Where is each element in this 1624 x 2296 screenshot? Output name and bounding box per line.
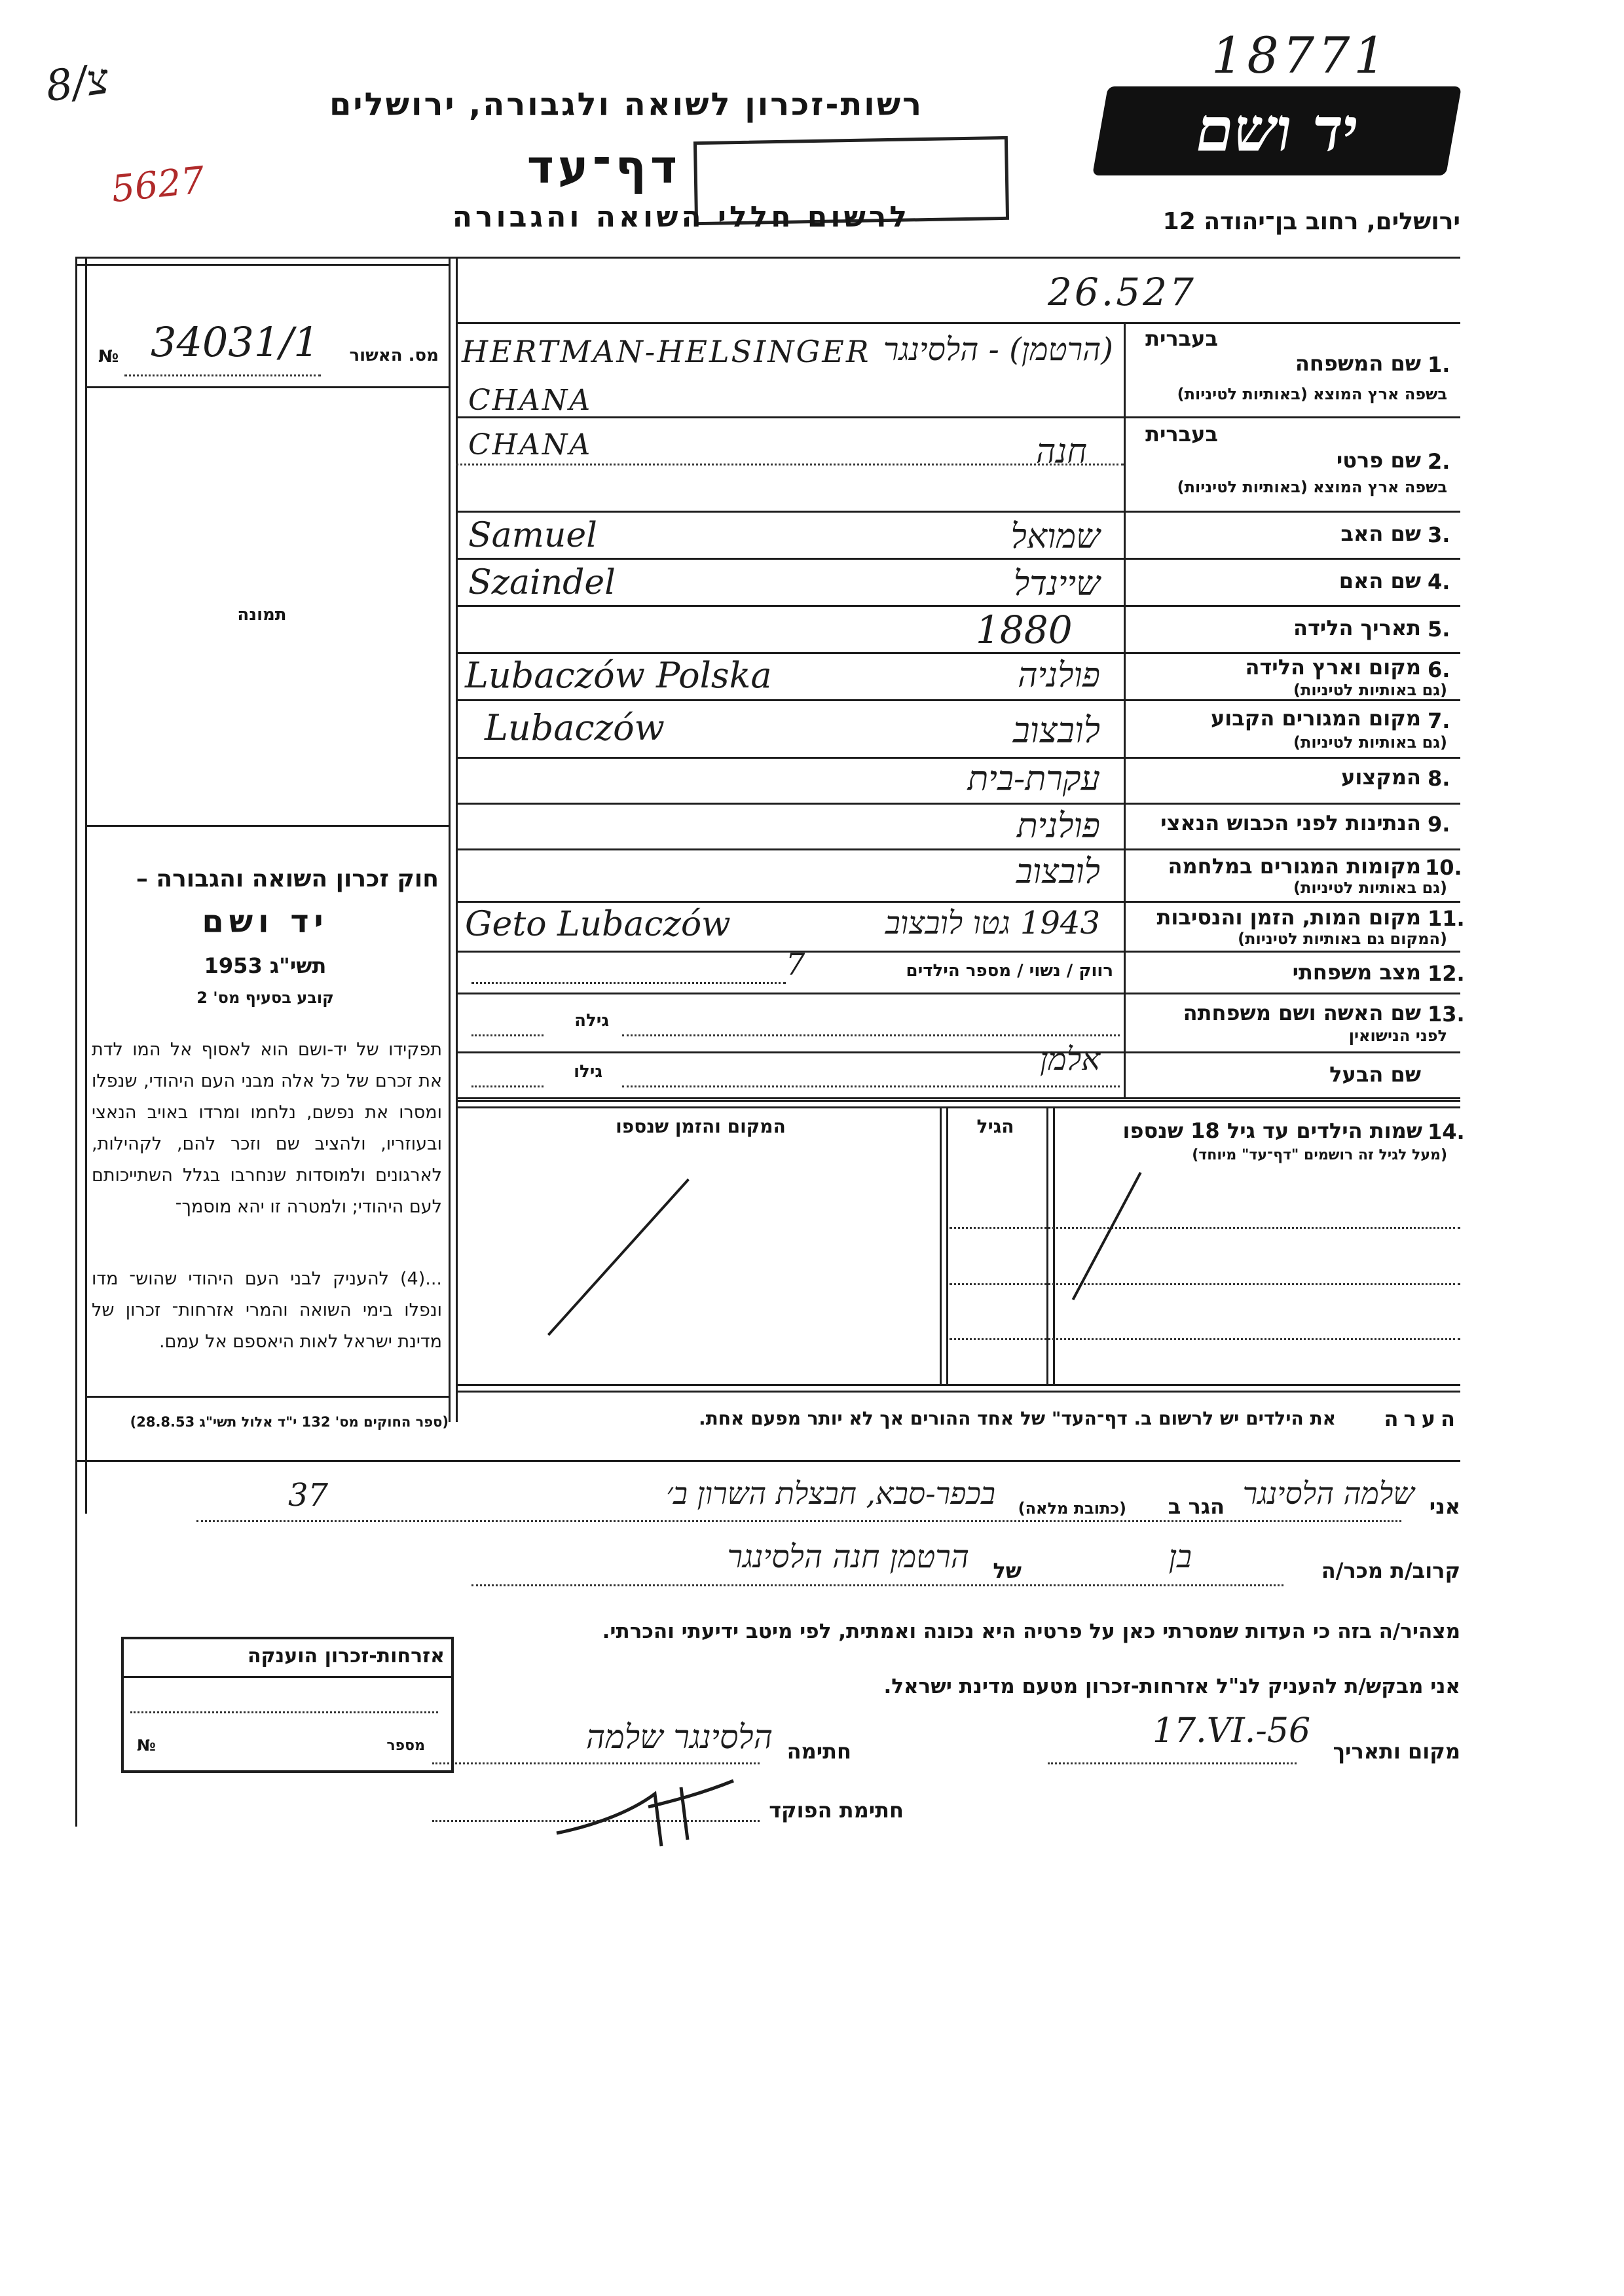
row-sep [456,605,1460,607]
place-date-label: מקום ותאריך [1333,1739,1460,1764]
field-7-hebrew[interactable]: לובצוב [1012,710,1100,751]
photo-label: תמונה [237,605,287,625]
row-sep [456,993,1460,994]
row-sep [456,322,1460,324]
of-label: של [993,1558,1022,1583]
law-ref-line [85,1396,449,1398]
children-num: 14. [1428,1120,1465,1144]
declarant-house[interactable]: 37 [288,1477,329,1514]
law-ref: (ספר החוקים מס' 132 י"ד אלול תשי"ג 28.8.53) [130,1414,449,1430]
certify-text: מצהיר/ה בזה כי העדות שמסרתי כאן על פרטיה היא נכונה ואמתית, לפי מיטב ידיעתי והכרתי. [602,1620,1460,1643]
declaration-dots [196,1520,1401,1522]
red-number-annotation: 5627 [109,158,207,211]
field-12-num: 12. [1428,961,1465,986]
frame-divider [449,257,451,1422]
field-13-label: שם האשה ושם משפחתה [1183,1000,1421,1025]
field-1-side: בעברית [1145,326,1218,351]
field-6-sub: (גם באותיות לטיניות) [1293,681,1447,699]
field-2-hebrew[interactable]: חנה [1035,432,1087,471]
field-11-num: 11. [1428,906,1465,931]
field-3-label: שם האב [1340,521,1421,546]
signature-value[interactable]: הלסינגר שלמה [585,1718,773,1756]
note-text: את הילדים יש לרשום ב. דף־העד" של אחד ההורים אך לא יותר מפעם אחת. [699,1408,1336,1429]
field-9-label: הנתינות לפני הכבוש הנאצי [1160,811,1421,835]
children-col-age: הגיל [976,1116,1014,1137]
declarant-address[interactable]: בכפר-סבא, חבצלת השרון ב׳ [666,1476,995,1511]
field-2-latin[interactable]: CHANA [468,428,593,462]
approval-dots [124,374,321,376]
law-body: תפקידו של יד-ושם הוא לאסוף אל המו לדת את זכרם של כל אלה מבני העם היהודי, שנפלו ומסרו את נפשם, נלחמו ומרדו באויב הנאצי ובעוזריו, ולהציב שם וזכר להם, לקהילות, לארגונים ולמוסדות שנחרבו בגלל השתייכותם לעם היהודי; ולמטרה זו יהא מוסמך־ [92,1040,442,1217]
request-text: אני מבקש/ת להעניק לנ"ל אזרחות-זכרון מטעם מדינת ישראל. [883,1675,1460,1698]
declaration-prefix: אני [1429,1494,1460,1519]
field-4-label: שם האם [1338,568,1421,593]
frame-divider-2 [456,257,458,1422]
children-row [950,1283,1460,1285]
children-col-1 [940,1106,942,1384]
field-10-num: 10. [1425,855,1462,880]
field-2-num: 2. [1428,449,1450,474]
husband-status[interactable]: אלמן [1040,1041,1100,1078]
top-left-mark: 8/צ [43,54,112,112]
relation-value[interactable]: בן [1168,1539,1192,1575]
field-1-num: 1. [1428,352,1450,377]
frame-left-lower [75,1460,77,1827]
address-hint: (כתובת מלאה) [1018,1499,1126,1518]
row-sep [456,803,1460,805]
approval-suffix: № [98,347,119,367]
field-8-hebrew[interactable]: עקרת-בית [967,759,1100,799]
field-7-sub: (גם באותיות לטיניות) [1293,733,1447,752]
field-1-latin-2[interactable]: CHANA [468,384,593,417]
field-7-num: 7. [1428,708,1450,733]
field-1-hebrew[interactable]: (הרטמן) - הלסינגר [883,331,1113,368]
citizenship-title-line [124,1676,451,1678]
field-10-hebrew[interactable]: לובצוב [1016,852,1100,892]
field-1-label: שם המשפחה [1295,351,1421,376]
logo-text: יד ושם [1190,94,1365,165]
children-row [950,1227,1460,1229]
relative-label: קרוב/ת מכר/ה [1321,1558,1460,1583]
signature-label: חתימה [786,1739,851,1764]
field-9-num: 9. [1428,812,1450,837]
children-row [950,1338,1460,1340]
field-7-label: מקום המגורים הקבוע [1210,706,1421,731]
law-year: תשי"ג 1953 [204,953,327,978]
field-12-label: מצב משפחתי [1292,960,1421,985]
resides-label: הגר ב [1168,1494,1225,1519]
field-11-hebrew[interactable]: 1943 גטו לובצוב [885,905,1100,941]
field-5-num: 5. [1428,617,1450,642]
address-line: ירושלים, רחוב בן־יהודה 12 [1162,208,1460,235]
field-2-label: שם פרטי [1336,448,1421,473]
signature-dots [432,1762,760,1764]
field-2-sub: בשפה ארץ המוצא (באותיות לטיניות) [1177,478,1447,496]
field-6-hebrew[interactable]: פולניה [1018,656,1100,695]
of-name[interactable]: הרטמן חנה הלסינגר [727,1539,969,1575]
yad-vashem-logo [1092,86,1462,175]
citizenship-title: אזרחות-זכרון הוענקה [247,1645,445,1667]
frame-top-2 [75,264,449,266]
row-sep [456,558,1460,560]
field-1-latin[interactable]: HERTMAN-HELSINGER [462,334,871,369]
children-top-2 [456,1106,1460,1108]
officer-label: חתימת הפוקד [769,1798,904,1823]
strike-line [547,1178,690,1336]
top-right-number: 18771 [1211,26,1390,84]
field-6-latin[interactable]: Lubaczów Polska [465,655,772,696]
field-9-hebrew[interactable]: פולנית [1016,807,1100,846]
frame-left [75,257,77,1559]
children-sub: (מעל לגיל זה רושמים "דף־עד" מיוחד) [1192,1147,1447,1163]
row-sep [456,757,1460,759]
field-6-label: מקום וארץ הלידה [1245,655,1421,680]
children-label: שמות הילדים עד גיל 18 שנספו [1122,1118,1422,1143]
field-3-latin[interactable]: Samuel [468,516,597,555]
declarant-name[interactable]: שלמה הלסינגר [1242,1476,1414,1511]
frame-top [75,257,1460,259]
field-6-num: 6. [1428,657,1450,682]
field-13-dots [622,1034,1120,1036]
children-bottom-2 [456,1391,1460,1393]
row-sep [456,848,1460,850]
field-11-label: מקום המות, הזמן והנסיבות [1156,905,1421,930]
field-11-latin[interactable]: Geto Lubaczów [465,905,731,944]
citizenship-box [121,1637,454,1773]
field-11-sub: (המקום גם באותיות לטיניות) [1238,930,1447,948]
place-date-value[interactable]: 17.VI.-56 [1153,1711,1311,1751]
children-col-1b [946,1106,948,1384]
husband-dots [622,1085,1120,1087]
field-3-hebrew[interactable]: שמואל [1010,517,1100,556]
field-4-hebrew[interactable]: שיינדל [1013,564,1100,604]
field-12-dots [471,982,786,984]
citizenship-number-label: מספר [386,1738,425,1754]
law-title: חוק זכרון השואה והגבורה – [136,866,439,892]
law-section: קובע בסעיף מס' 2 [196,989,334,1007]
row-sep [456,1051,1460,1053]
husband-age-label: גילו [574,1062,602,1082]
row-sep [456,901,1460,903]
husband-label: שם הבעל [1329,1062,1421,1087]
approval-label: מס. האשור [349,346,439,365]
note-bottom [75,1460,1460,1462]
field-13-age-dots [471,1034,544,1036]
photo-box-bottom [85,825,449,827]
law-name: יד ושם [202,903,329,940]
field-8-label: המקצוע [1341,765,1421,790]
strike-line [1072,1172,1142,1300]
law-clause: ...(4) להעניק לבני העם היהודי שהוש־ מדו ונפלו בימי השואה והמרי אזרחות־ זכרון של מדינת ישראל לאות היאספם אל עמם. [92,1269,442,1352]
field-13-num: 13. [1428,1002,1465,1027]
field-12-options: רווק / נשוי / מספר הילדים [906,961,1113,981]
children-bottom [456,1384,1460,1386]
children-col-2b [1053,1106,1055,1384]
photo-box-top [85,386,449,388]
row-sep [456,951,1460,953]
children-col-2 [1046,1106,1048,1384]
row-sep [456,699,1460,701]
field-5-label: תאריך הלידה [1293,615,1421,640]
officer-signature [550,1768,747,1853]
field-13-age-label: גילה [574,1011,609,1030]
field-1-sub: בשפה ארץ המוצא (באותיות לטיניות) [1177,385,1447,403]
record-number: 26.527 [1048,270,1196,314]
children-col-place: המקום והזמן שנספו [616,1116,786,1137]
field-5-hebrew[interactable]: 1880 [976,608,1073,652]
form-subtitle: לרשום חללי השואה והגבורה [452,200,910,234]
field-4-latin[interactable]: Szaindel [468,563,616,602]
citizenship-dots [130,1711,438,1713]
row-sep [456,1097,1460,1099]
frame-left-inner [85,257,87,1514]
approval-number[interactable]: 34031/1 [151,318,320,366]
field-7-latin[interactable]: Lubaczów [485,707,665,748]
form-title: דף־עד [526,140,681,194]
row-sep [456,511,1460,513]
field-10-sub: (גם באותיות לטיניות) [1293,879,1447,897]
children-top [456,1100,1460,1102]
note-label: הערה [1384,1406,1460,1431]
field-4-num: 4. [1428,570,1450,594]
husband-age-dots [471,1085,544,1087]
row-sep [456,416,1460,418]
citizenship-number-suffix: № [137,1736,156,1755]
field-13-sub: לפני הנישואין [1348,1027,1447,1045]
row-sep [456,652,1460,654]
institution-line: רשות-זכרון לשואה ולגבורה, ירושלים [329,86,923,123]
field-2-side: בעברית [1145,422,1218,446]
relative-dots [471,1584,1283,1586]
field-3-num: 3. [1428,522,1450,547]
stamp-text [710,150,985,155]
field-8-num: 8. [1428,766,1450,791]
field-12-children-count[interactable]: 7 [786,947,805,982]
place-date-dots [1048,1762,1297,1764]
field-10-label: מקומות המגורים במלחמה [1168,854,1421,879]
label-column-line [1124,322,1126,1097]
